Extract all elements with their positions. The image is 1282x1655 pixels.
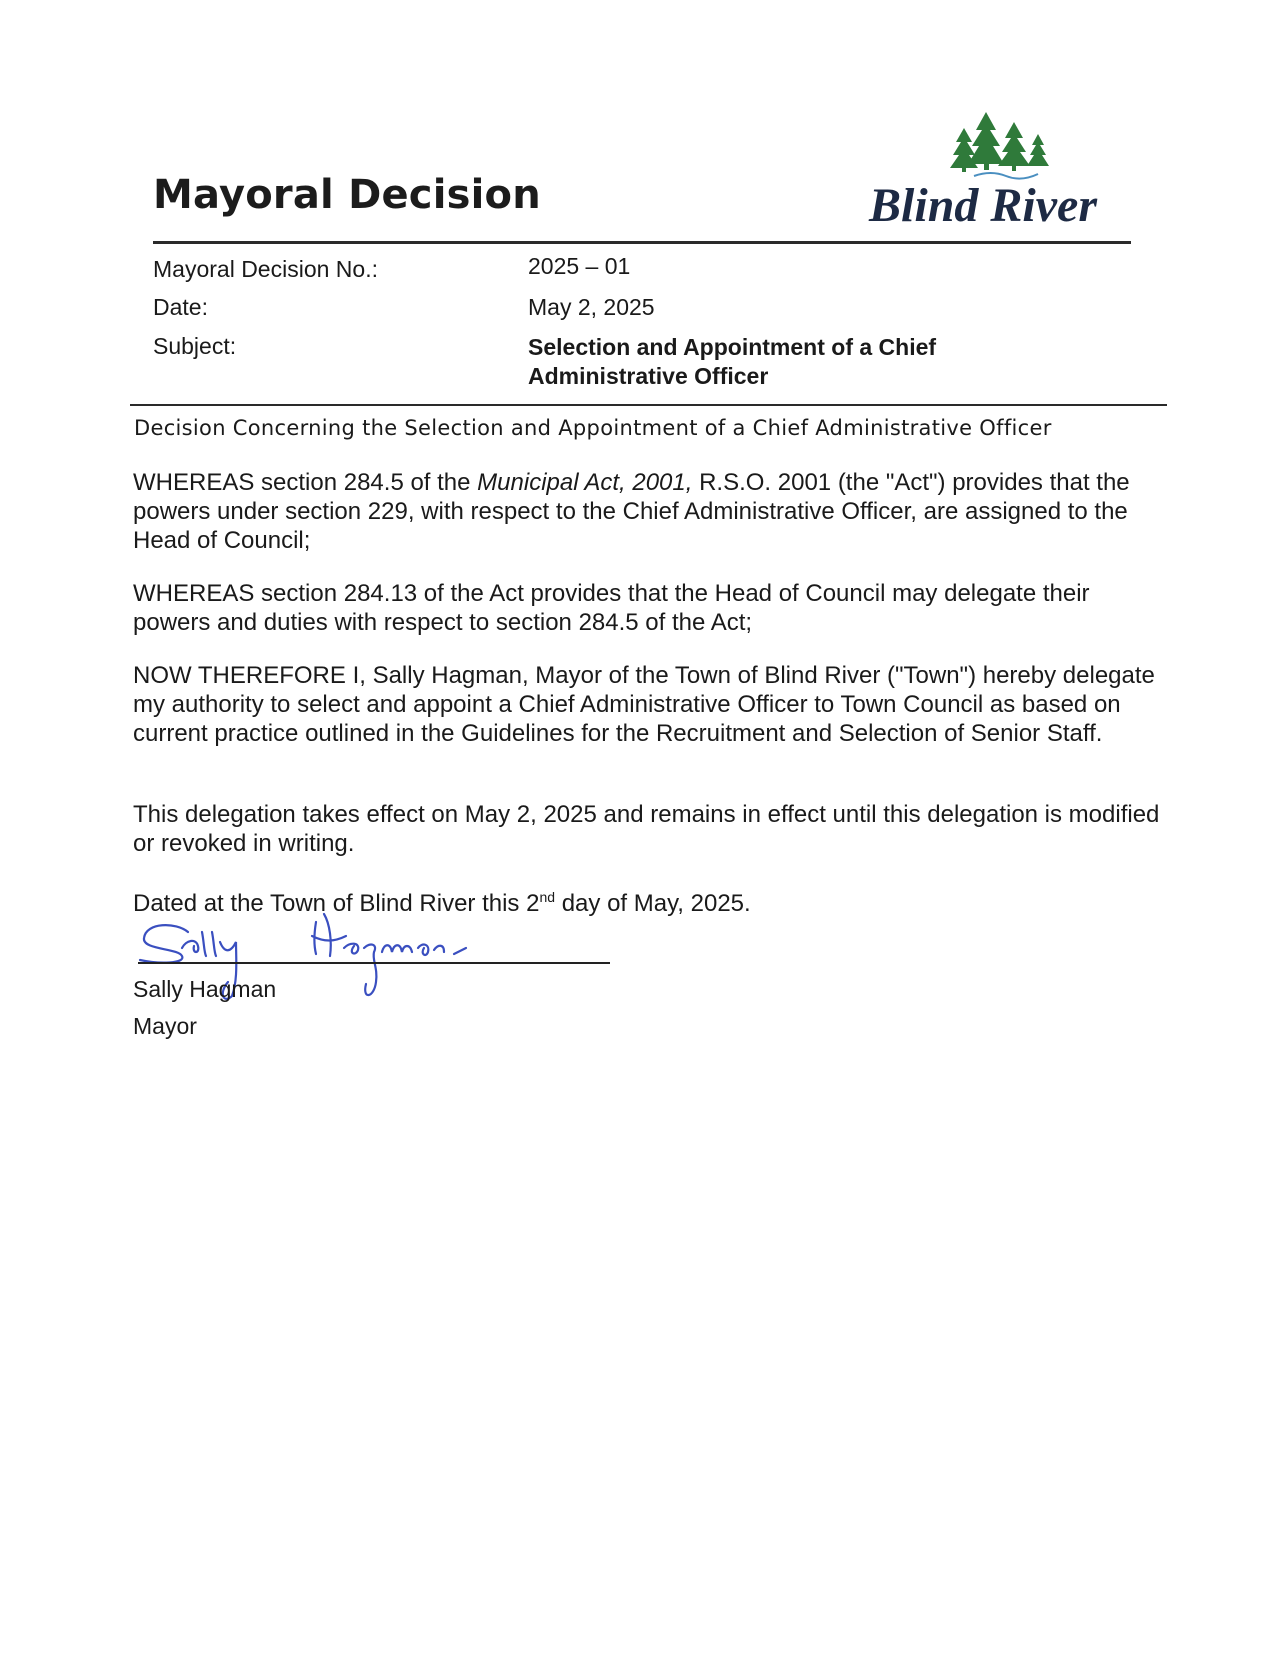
blind-river-logo (862, 108, 1132, 233)
act-title: Municipal Act, 2001, (477, 469, 693, 496)
subject-label: Subject: (153, 333, 237, 359)
dated-text-a: Dated at the Town of Blind River this 2 (133, 890, 540, 917)
dated-ordinal: nd (539, 889, 556, 905)
paragraph-delegation-effect: This delegation takes effect on May 2, 2025 and remains in effect until this delegation is modified or revoked in writing. (133, 801, 1160, 857)
date-value: May 2, 2025 (528, 294, 655, 320)
logo-text: Blind River (869, 179, 1098, 232)
header-divider (153, 241, 1131, 244)
para1-text-a: WHEREAS section 284.5 of the (133, 469, 478, 496)
paragraph-whereas-2: WHEREAS section 284.13 of the Act provides that the Head of Council may delegate their powers and duties with respect to section 284.5 of the Act; (133, 580, 1090, 636)
section-divider (130, 404, 1167, 406)
signer-title: Mayor (133, 1013, 197, 1039)
paragraph-now-therefore: NOW THEREFORE I, Sally Hagman, Mayor of the Town of Blind River ("Town") hereby delegate my authority to select and appoint a Chief Administrative Officer to Town Council as based on current practice outlined in the Guidelines for the Recruitment and Selection of Senior Staff. (133, 662, 1155, 747)
paragraph-whereas-1 (133, 468, 1163, 555)
dated-text-b: day of May, 2025. (555, 890, 751, 917)
subject-value: Selection and Appointment of a Chief Administrative Officer (528, 334, 937, 389)
date-label: Date: (153, 294, 208, 320)
page-title: Mayoral Decision (153, 172, 541, 218)
signature-line (138, 962, 610, 964)
decision-heading: Decision Concerning the Selection and Appointment of a Chief Administrative Officer (134, 416, 1052, 440)
pine-trees-icon (946, 108, 1056, 183)
para1-text-b: R.S.O. 2001 (the "Act") provides that the powers under section 229, with respect to the Chief Administrative Officer, are assigned to the Head of Council; (133, 469, 1130, 554)
decision-no-label: Mayoral Decision No.: (153, 256, 378, 282)
signer-name: Sally Hagman (133, 976, 277, 1002)
decision-no-value: 2025 – 01 (528, 253, 631, 279)
